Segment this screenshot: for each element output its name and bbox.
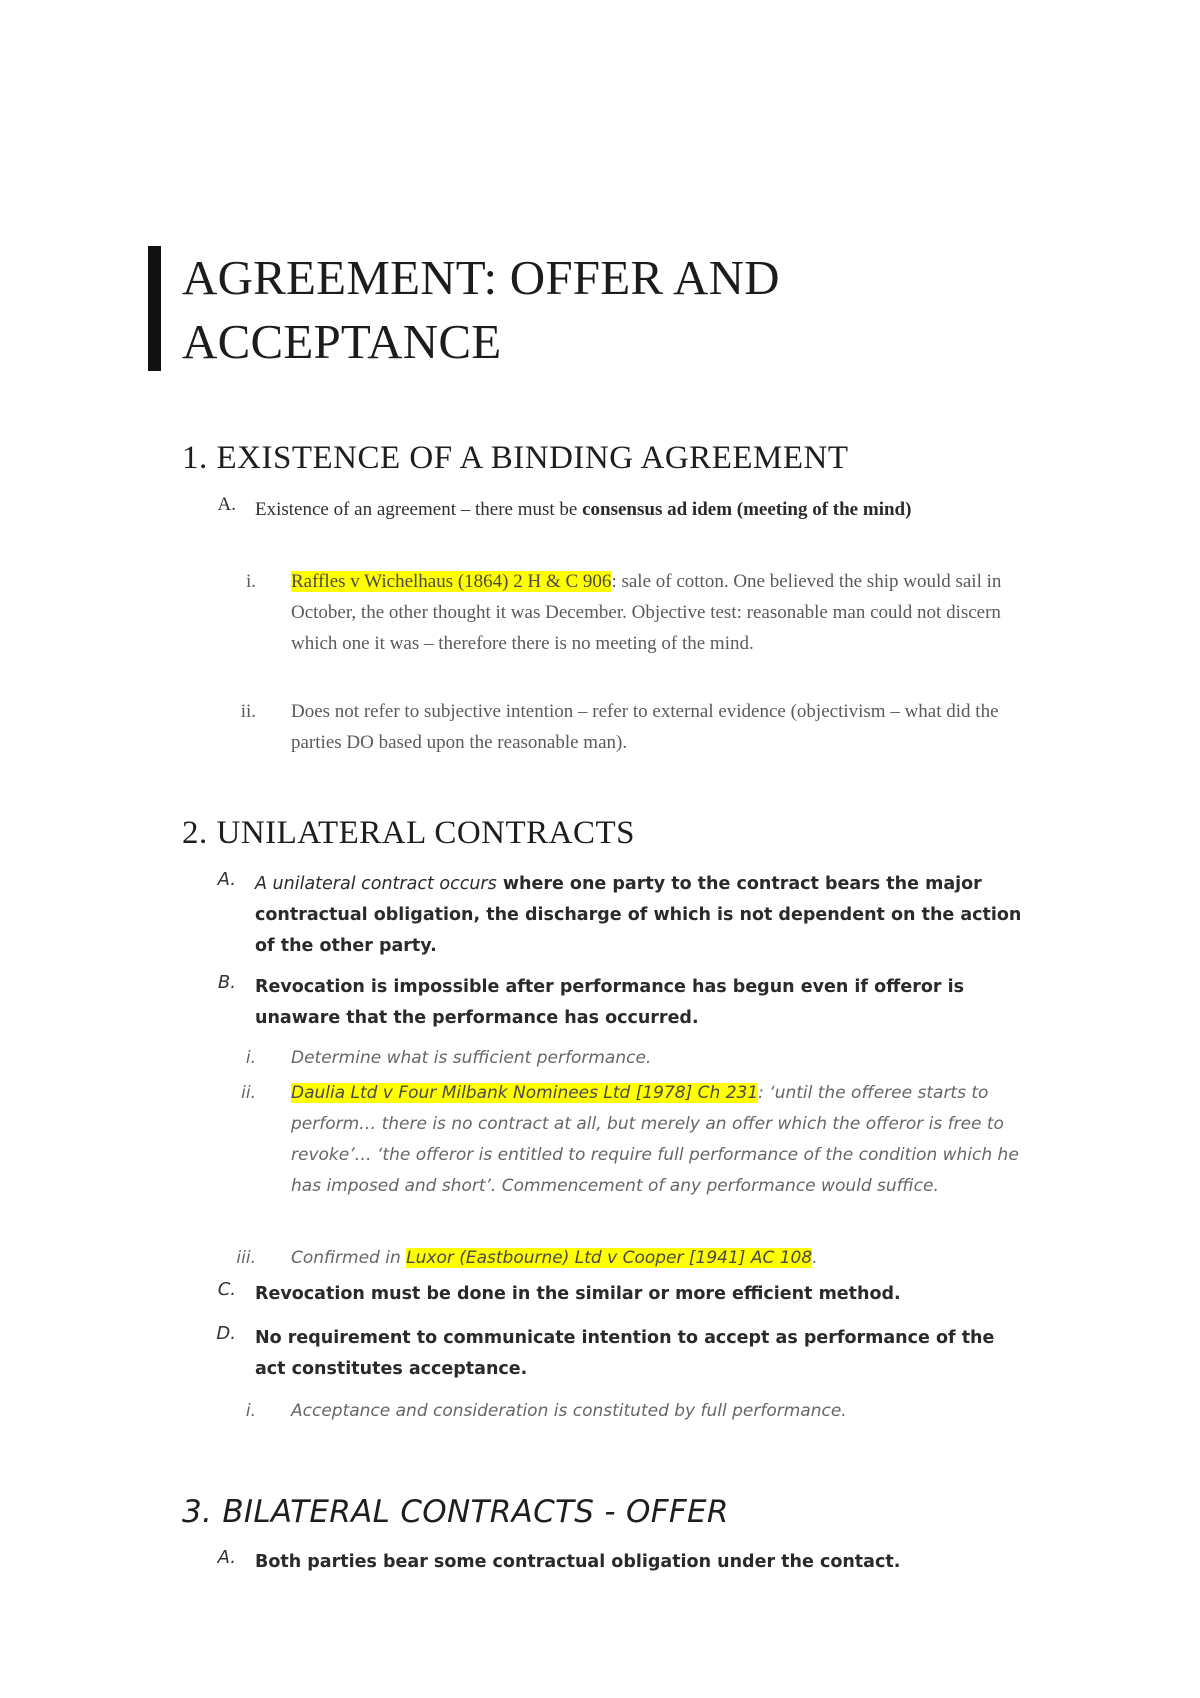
- item-text: Revocation must be done in the similar or more efficient method.: [255, 1284, 901, 1304]
- item-marker: B.: [217, 972, 236, 993]
- item-marker: C.: [217, 1279, 236, 1300]
- item-lead-text: A unilateral contract occurs: [255, 874, 497, 894]
- subitem-body: : sale of cotton. One believed the ship would sail in October, the other thought it was December. Objective test: reasonable man could not discern which one it was – therefore there is no meeting of the mind.: [291, 571, 1002, 654]
- item-text: [255, 494, 1025, 525]
- subitem-marker: i.: [245, 1048, 256, 1068]
- item-marker: A.: [217, 869, 236, 890]
- subitem-suffix: .: [812, 1248, 818, 1268]
- item-marker: D.: [216, 1323, 236, 1344]
- subitem-body: : ‘until the offeree starts to perform… there is no contract at all, but merely an offer which the offeror is free to revoke’… ‘the offeror is entitled to require full performance of the condition which he has imposed and short’. Commencement of any performance would suffice.: [291, 1083, 1019, 1196]
- subitem-text: [291, 1078, 1031, 1202]
- section-2-heading: 2. UNILATERAL CONTRACTS: [182, 815, 636, 851]
- subitem-marker: ii.: [241, 1083, 256, 1103]
- subitem-marker: ii.: [240, 701, 256, 722]
- page-title: AGREEMENT: OFFER AND ACCEPTANCE: [182, 250, 780, 369]
- item-text: Revocation is impossible after performance has begun even if offeror is unaware that the performance has occurred.: [255, 977, 964, 1028]
- item-bold-text: consensus ad idem (meeting of the mind): [582, 499, 912, 520]
- item-bold-text: where one party to the contract bears the major contractual obligation, the discharge of which is not dependent on the action of the other party.: [255, 874, 1022, 956]
- subitem-text: Does not refer to subjective intention – refer to external evidence (objectivism – what did the parties DO based upon the reasonable man).: [291, 701, 999, 753]
- item-marker: A.: [217, 1547, 236, 1568]
- subitem-text: Determine what is sufficient performance.: [291, 1048, 652, 1068]
- subitem-text: [291, 1243, 1031, 1274]
- subitem-prefix: Confirmed in: [291, 1248, 407, 1268]
- item-text: No requirement to communicate intention to accept as performance of the act constitutes acceptance.: [255, 1328, 995, 1379]
- case-citation-highlight: Luxor (Eastbourne) Ltd v Cooper [1941] AC 108: [406, 1248, 813, 1268]
- case-citation-highlight: Raffles v Wichelhaus (1864) 2 H & C 906: [291, 571, 612, 592]
- subitem-marker: i.: [245, 571, 256, 592]
- section-3-heading: 3. BILATERAL CONTRACTS - OFFER: [182, 1494, 729, 1530]
- subitem-text: Acceptance and consideration is constituted by full performance.: [291, 1401, 847, 1421]
- item-marker: A.: [217, 494, 236, 515]
- title-accent-bar: [148, 246, 161, 371]
- subitem-text: [291, 566, 1031, 659]
- item-plain-text: Existence of an agreement – there must be: [255, 499, 583, 520]
- item-text: [255, 869, 1025, 962]
- subitem-marker: iii.: [236, 1248, 256, 1268]
- section-1-heading: 1. EXISTENCE OF A BINDING AGREEMENT: [182, 440, 849, 476]
- case-citation-highlight: Daulia Ltd v Four Milbank Nominees Ltd [1978] Ch 231: [291, 1083, 759, 1103]
- subitem-marker: i.: [245, 1401, 256, 1421]
- item-text: Both parties bear some contractual obligation under the contact.: [255, 1552, 901, 1572]
